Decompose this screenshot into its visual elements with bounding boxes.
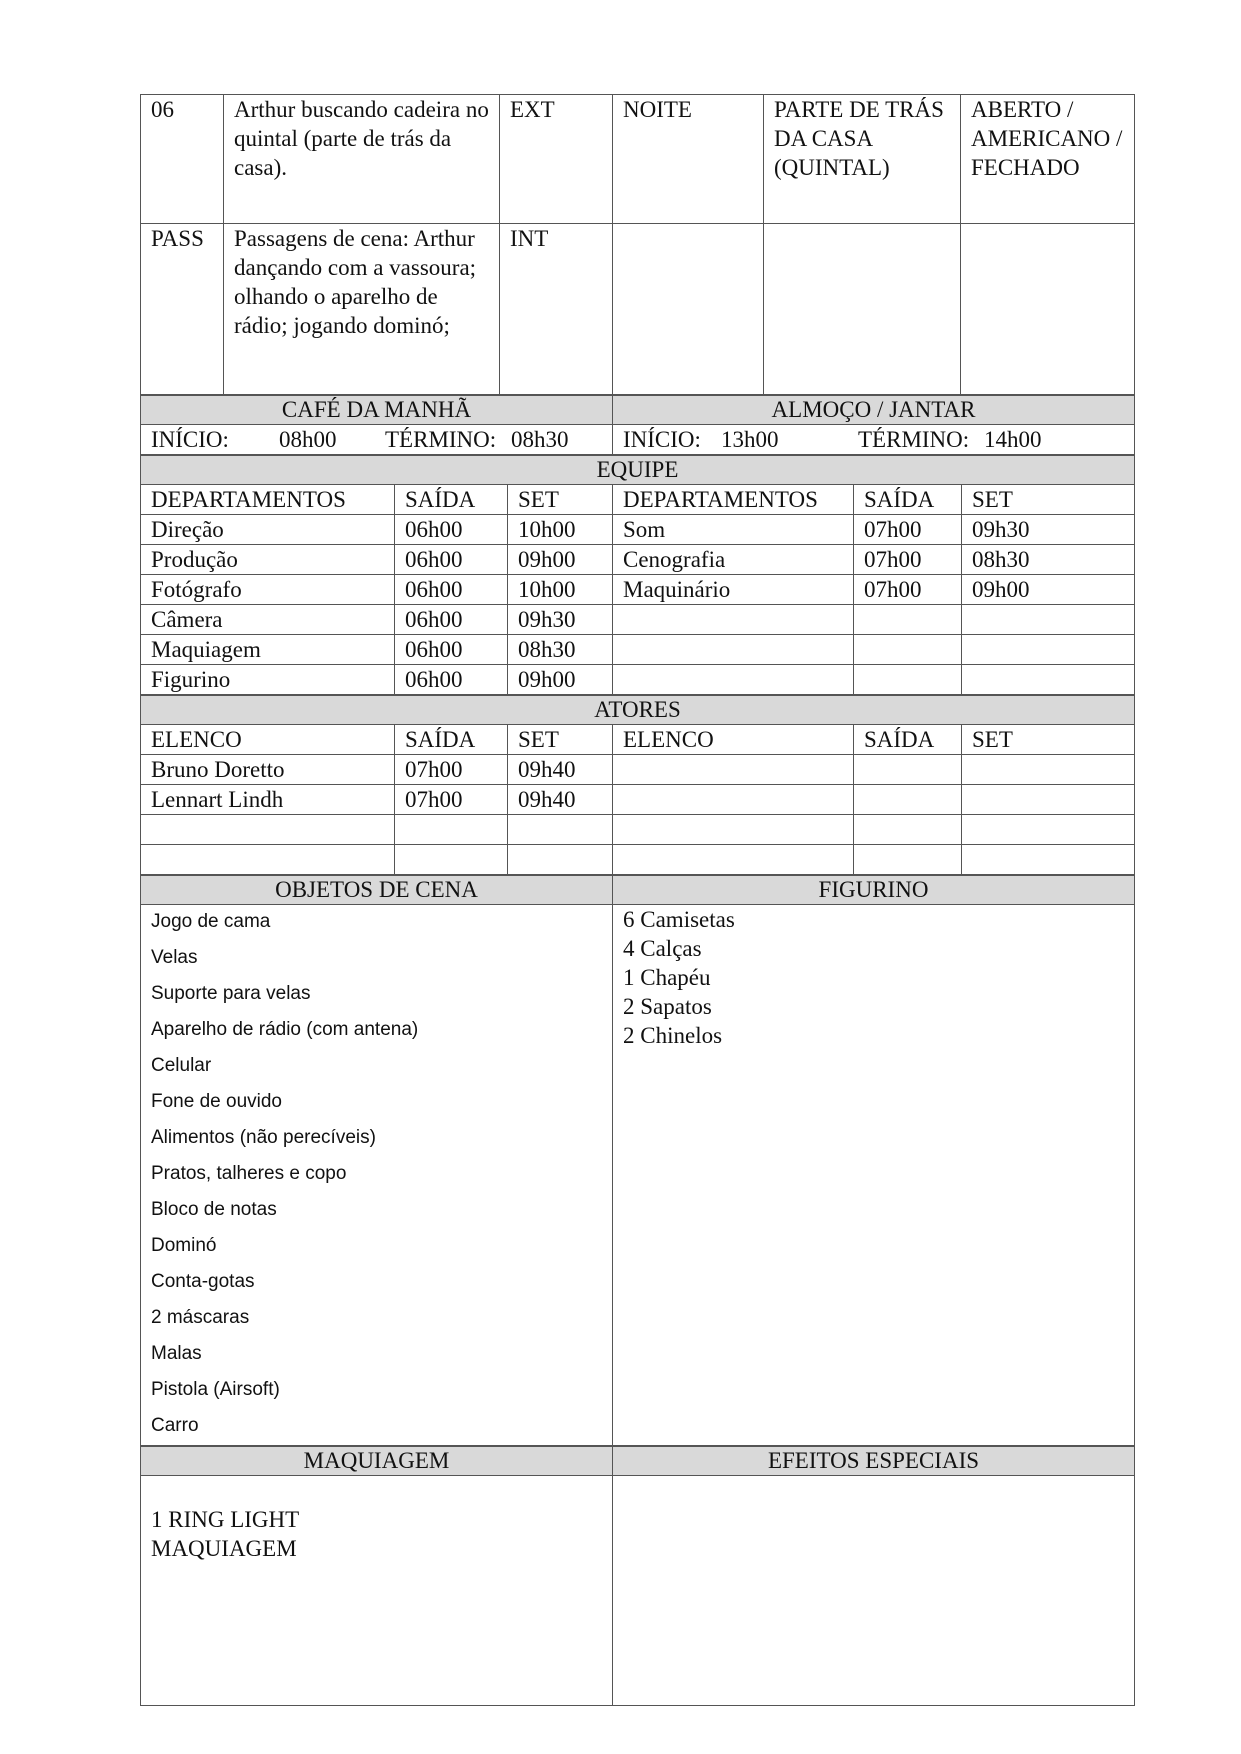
crew-header-row bbox=[141, 485, 1135, 515]
list-item: Jogo de cama bbox=[151, 911, 271, 932]
crew-department: Fotógrafo bbox=[141, 575, 395, 605]
lunch-end: 14h00 bbox=[984, 427, 1042, 452]
table-row bbox=[141, 755, 1135, 785]
cast-title: ATORES bbox=[141, 696, 1135, 725]
crew-set-time: 09h30 bbox=[962, 515, 1135, 545]
cast-set-time bbox=[962, 845, 1135, 875]
scene-description: Passagens de cena: Arthur dançando com a vassoura; olhando o aparelho de rádio; jogando dominó; bbox=[224, 224, 500, 395]
list-item: Pratos, talheres e copo bbox=[151, 1163, 347, 1184]
crew-departure: 06h00 bbox=[395, 515, 508, 545]
cast-set-time: 09h40 bbox=[508, 755, 613, 785]
scene-location: PARTE DE TRÁS DA CASA (QUINTAL) bbox=[764, 95, 961, 224]
crew-set-time: 08h30 bbox=[508, 635, 613, 665]
table-row bbox=[141, 605, 1135, 635]
cast-name bbox=[141, 815, 395, 845]
list-item: Pistola (Airsoft) bbox=[151, 1379, 280, 1400]
cast-set-time bbox=[962, 815, 1135, 845]
crew-set-time bbox=[962, 635, 1135, 665]
cast-set-time: 09h40 bbox=[508, 785, 613, 815]
scene-shots: ABERTO / AMERICANO / FECHADO bbox=[961, 95, 1135, 224]
breakfast-start-label: INÍCIO: bbox=[151, 427, 229, 452]
crew-department: Maquiagem bbox=[141, 635, 395, 665]
table-row bbox=[141, 575, 1135, 605]
crew-department bbox=[613, 635, 854, 665]
crew-departure: 06h00 bbox=[395, 635, 508, 665]
list-item: Carro bbox=[151, 1415, 199, 1436]
crew-department: Cenografia bbox=[613, 545, 854, 575]
crew-title: EQUIPE bbox=[141, 456, 1135, 485]
lunch-title: ALMOÇO / JANTAR bbox=[613, 396, 1135, 425]
table-row bbox=[141, 665, 1135, 695]
cast-departure: 07h00 bbox=[395, 785, 508, 815]
scene-time-of-day bbox=[613, 224, 764, 395]
crew-set-time bbox=[962, 605, 1135, 635]
scene-number: PASS bbox=[141, 224, 224, 395]
effects-title: EFEITOS ESPECIAIS bbox=[613, 1447, 1135, 1476]
scene-row bbox=[141, 95, 1135, 224]
column-header: SAÍDA bbox=[395, 725, 508, 755]
list-item: Malas bbox=[151, 1343, 202, 1364]
list-item: Bloco de notas bbox=[151, 1199, 277, 1220]
list-item: 1 RING LIGHT bbox=[151, 1507, 300, 1532]
table-row bbox=[141, 845, 1135, 875]
column-header: DEPARTAMENTOS bbox=[141, 485, 395, 515]
crew-departure: 07h00 bbox=[854, 575, 962, 605]
list-item: Velas bbox=[151, 947, 198, 968]
crew-set-time bbox=[962, 665, 1135, 695]
cast-departure: 07h00 bbox=[395, 755, 508, 785]
cast-departure bbox=[395, 815, 508, 845]
list-item: Conta-gotas bbox=[151, 1271, 255, 1292]
cast-set-time bbox=[962, 755, 1135, 785]
list-item: 6 Camisetas bbox=[623, 907, 735, 932]
scene-int-ext: INT bbox=[500, 224, 613, 395]
props-costume-table bbox=[140, 875, 1135, 1446]
breakfast-end-label: TÉRMINO: bbox=[385, 427, 497, 452]
crew-departure: 06h00 bbox=[395, 605, 508, 635]
scene-time-of-day: NOITE bbox=[613, 95, 764, 224]
cast-departure bbox=[854, 785, 962, 815]
cast-departure bbox=[854, 755, 962, 785]
column-header: SET bbox=[962, 485, 1135, 515]
lunch-times bbox=[613, 425, 1135, 455]
cast-set-time bbox=[962, 785, 1135, 815]
list-item: Celular bbox=[151, 1055, 212, 1076]
lunch-end-label: TÉRMINO: bbox=[858, 427, 970, 452]
column-header: SET bbox=[508, 485, 613, 515]
scene-number: 06 bbox=[141, 95, 224, 224]
makeup-list bbox=[141, 1476, 613, 1706]
crew-set-time: 10h00 bbox=[508, 515, 613, 545]
cast-departure bbox=[854, 845, 962, 875]
crew-departure: 06h00 bbox=[395, 545, 508, 575]
column-header: ELENCO bbox=[613, 725, 854, 755]
crew-departure: 07h00 bbox=[854, 545, 962, 575]
cast-name bbox=[141, 845, 395, 875]
scene-int-ext: EXT bbox=[500, 95, 613, 224]
breakfast-end: 08h30 bbox=[511, 427, 569, 452]
crew-departure bbox=[854, 635, 962, 665]
costume-list bbox=[613, 905, 1135, 1446]
crew-department: Produção bbox=[141, 545, 395, 575]
crew-set-time: 10h00 bbox=[508, 575, 613, 605]
cast-name bbox=[613, 755, 854, 785]
crew-departure: 06h00 bbox=[395, 575, 508, 605]
scenes-table bbox=[140, 94, 1135, 395]
column-header: DEPARTAMENTOS bbox=[613, 485, 854, 515]
effects-list bbox=[613, 1476, 1135, 1706]
scene-description: Arthur buscando cadeira no quintal (parte de trás da casa). bbox=[224, 95, 500, 224]
crew-set-time: 09h00 bbox=[508, 545, 613, 575]
list-item: 2 máscaras bbox=[151, 1307, 250, 1328]
breakfast-times bbox=[141, 425, 613, 455]
crew-set-time: 09h30 bbox=[508, 605, 613, 635]
crew-set-time: 09h00 bbox=[962, 575, 1135, 605]
crew-table bbox=[140, 455, 1135, 695]
cast-name: Bruno Doretto bbox=[141, 755, 395, 785]
crew-department bbox=[613, 665, 854, 695]
crew-department: Som bbox=[613, 515, 854, 545]
makeup-title: MAQUIAGEM bbox=[141, 1447, 613, 1476]
column-header: SET bbox=[508, 725, 613, 755]
cast-name: Lennart Lindh bbox=[141, 785, 395, 815]
list-item: MAQUIAGEM bbox=[151, 1536, 297, 1561]
breakfast-start: 08h00 bbox=[279, 427, 337, 452]
props-list bbox=[141, 905, 613, 1446]
lunch-start: 13h00 bbox=[721, 427, 779, 452]
makeup-effects-table bbox=[140, 1446, 1135, 1706]
column-header: ELENCO bbox=[141, 725, 395, 755]
table-row bbox=[141, 815, 1135, 845]
breakfast-title: CAFÉ DA MANHÃ bbox=[141, 396, 613, 425]
list-item: 1 Chapéu bbox=[623, 965, 711, 990]
table-row bbox=[141, 515, 1135, 545]
crew-department: Câmera bbox=[141, 605, 395, 635]
scene-shots bbox=[961, 224, 1135, 395]
cast-departure bbox=[395, 845, 508, 875]
cast-set-time bbox=[508, 815, 613, 845]
production-sheet bbox=[140, 94, 1134, 1706]
cast-departure bbox=[854, 815, 962, 845]
list-item: Alimentos (não perecíveis) bbox=[151, 1127, 376, 1148]
props-title: OBJETOS DE CENA bbox=[141, 876, 613, 905]
costume-title: FIGURINO bbox=[613, 876, 1135, 905]
crew-departure bbox=[854, 605, 962, 635]
list-item: Fone de ouvido bbox=[151, 1091, 282, 1112]
crew-department: Figurino bbox=[141, 665, 395, 695]
column-header: SAÍDA bbox=[395, 485, 508, 515]
table-row bbox=[141, 785, 1135, 815]
cast-set-time bbox=[508, 845, 613, 875]
meals-table bbox=[140, 395, 1135, 455]
list-item: 2 Sapatos bbox=[623, 994, 712, 1019]
list-item: Suporte para velas bbox=[151, 983, 311, 1004]
crew-set-time: 08h30 bbox=[962, 545, 1135, 575]
cast-name bbox=[613, 845, 854, 875]
cast-name bbox=[613, 785, 854, 815]
crew-departure bbox=[854, 665, 962, 695]
scene-location bbox=[764, 224, 961, 395]
cast-header-row bbox=[141, 725, 1135, 755]
lunch-start-label: INÍCIO: bbox=[623, 427, 701, 452]
list-item: 4 Calças bbox=[623, 936, 702, 961]
table-row bbox=[141, 545, 1135, 575]
table-row bbox=[141, 635, 1135, 665]
crew-department bbox=[613, 605, 854, 635]
list-item: Aparelho de rádio (com antena) bbox=[151, 1019, 419, 1040]
scene-row bbox=[141, 224, 1135, 395]
column-header: SAÍDA bbox=[854, 725, 962, 755]
crew-set-time: 09h00 bbox=[508, 665, 613, 695]
cast-name bbox=[613, 815, 854, 845]
column-header: SAÍDA bbox=[854, 485, 962, 515]
crew-department: Maquinário bbox=[613, 575, 854, 605]
column-header: SET bbox=[962, 725, 1135, 755]
crew-department: Direção bbox=[141, 515, 395, 545]
crew-departure: 07h00 bbox=[854, 515, 962, 545]
cast-table bbox=[140, 695, 1135, 875]
list-item: 2 Chinelos bbox=[623, 1023, 723, 1048]
list-item: Dominó bbox=[151, 1235, 217, 1256]
crew-departure: 06h00 bbox=[395, 665, 508, 695]
